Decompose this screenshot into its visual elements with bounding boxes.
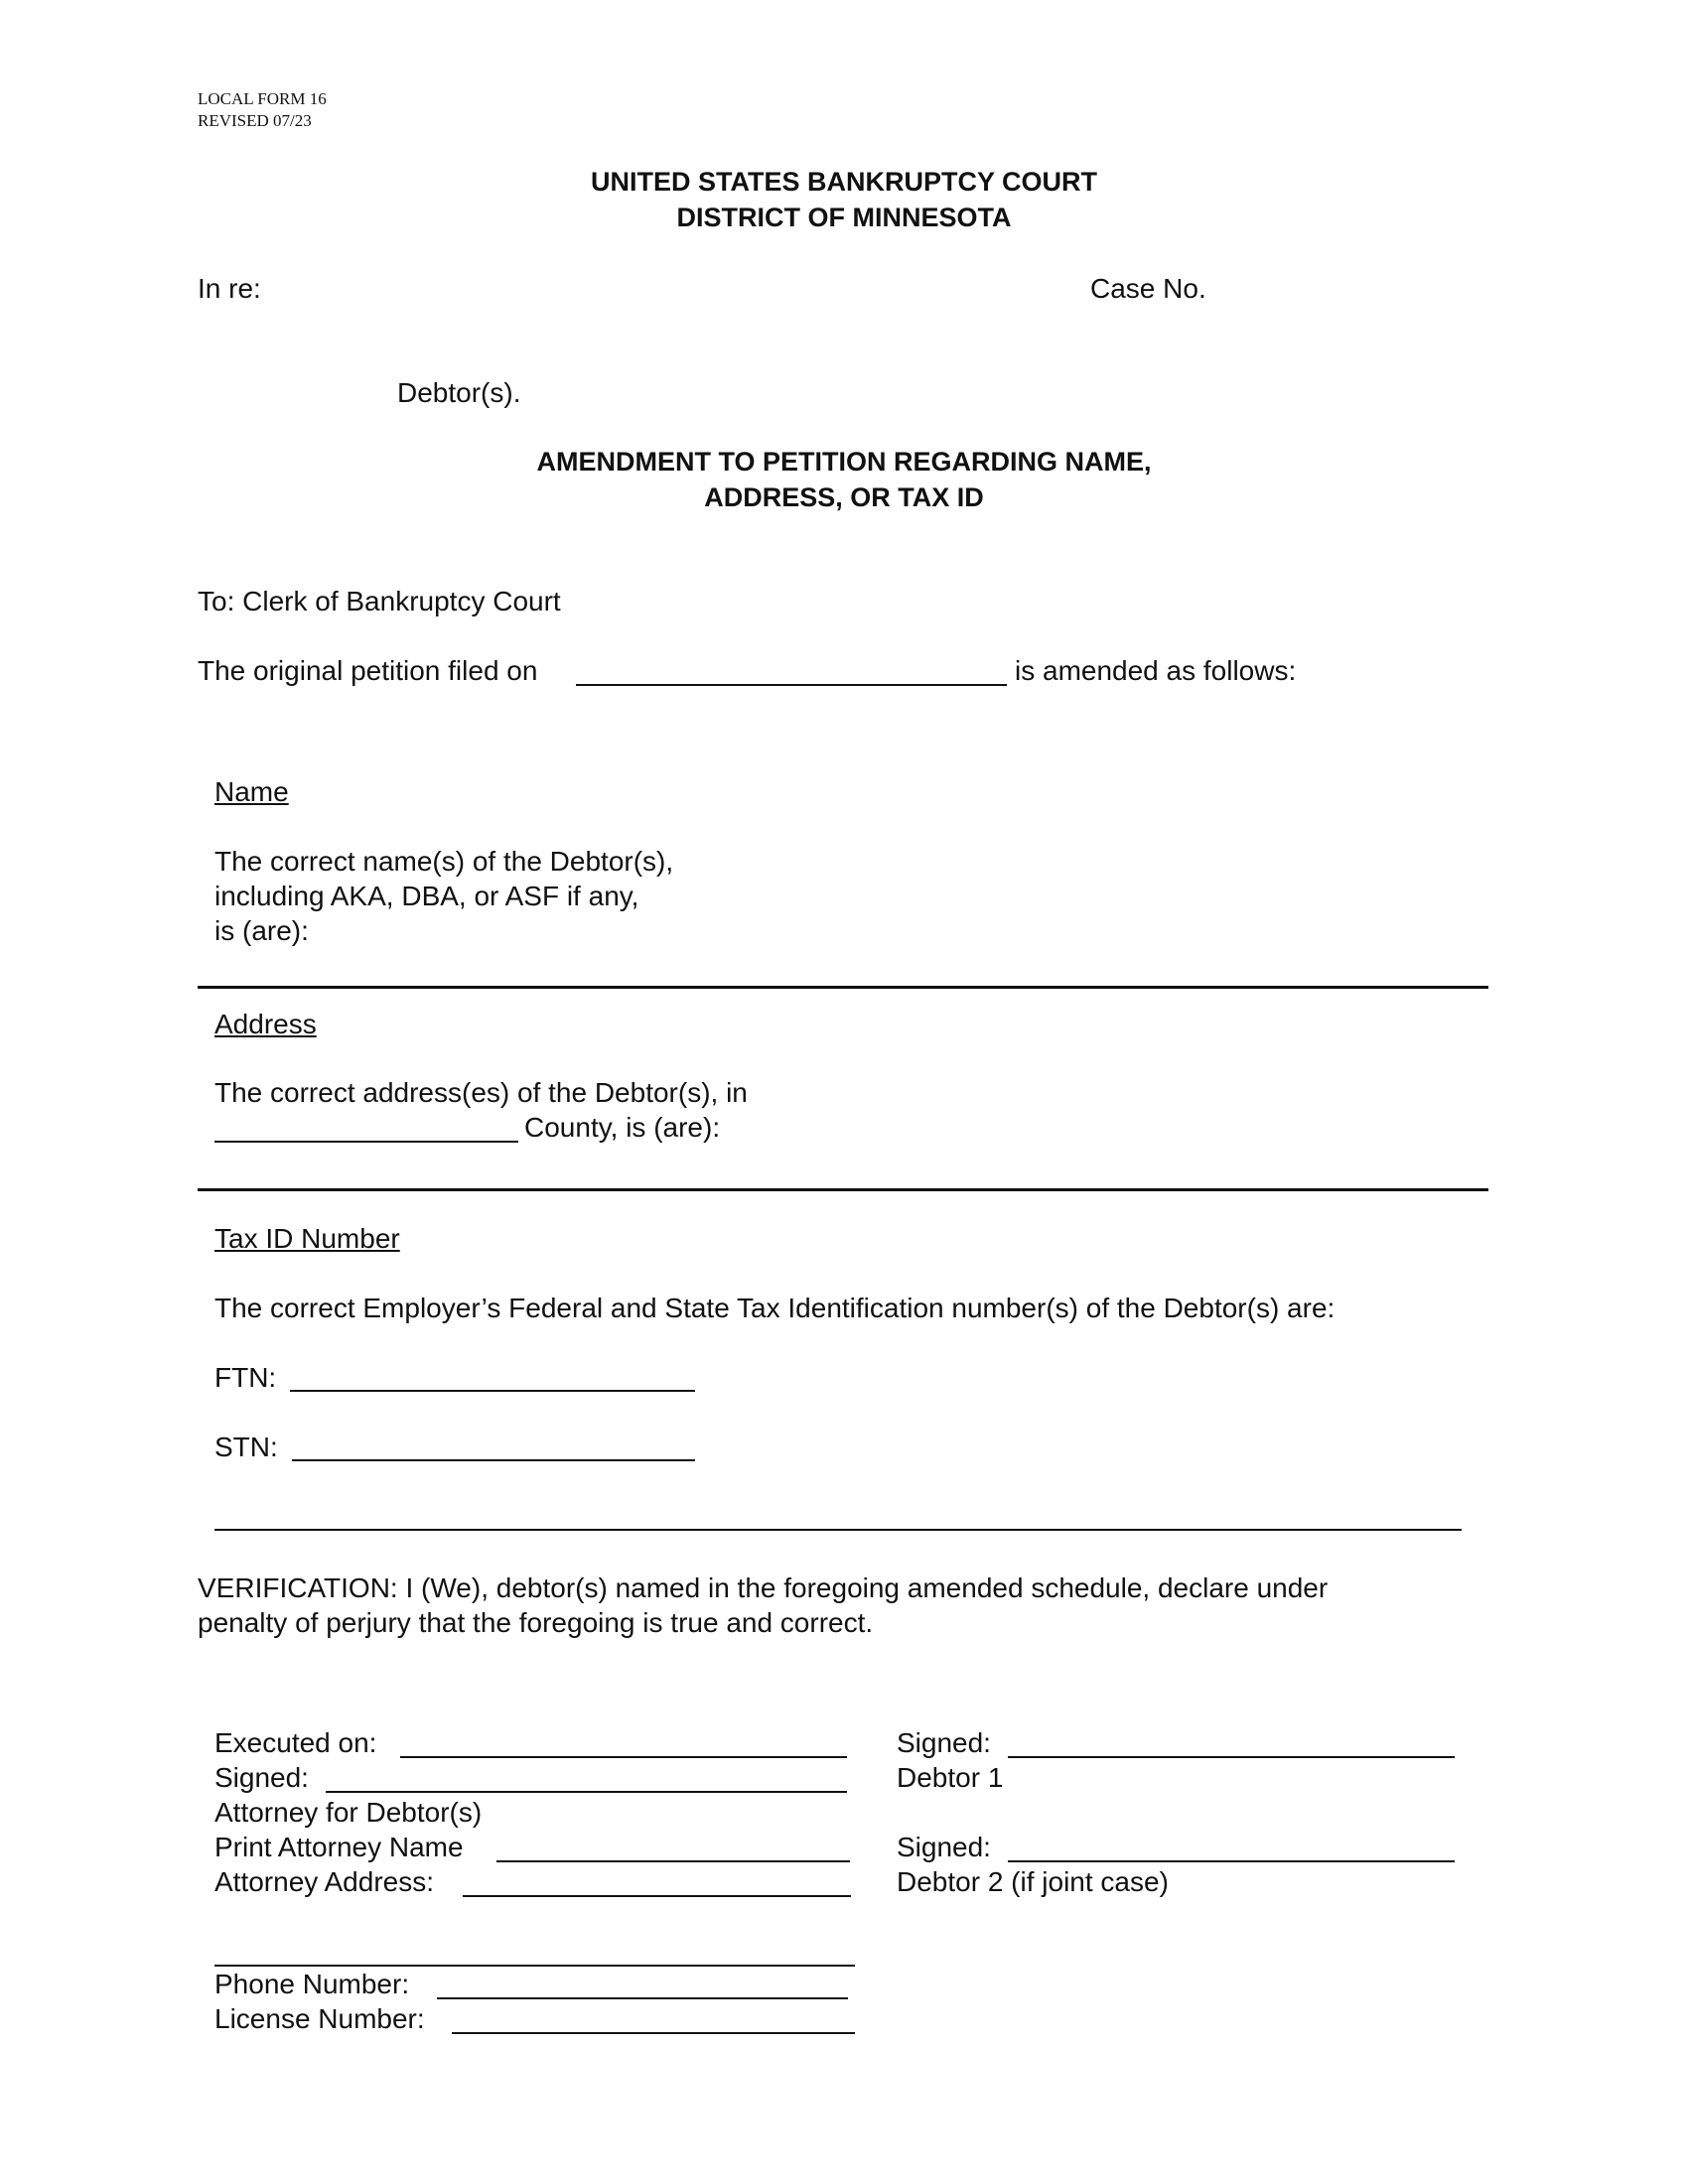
section-divider-name <box>198 986 1488 989</box>
section-divider-tax <box>214 1529 1462 1531</box>
document-title-line2: ADDRESS, OR TAX ID <box>704 482 984 512</box>
name-instruction-line2: including AKA, DBA, or ASF if any, <box>214 881 639 911</box>
debtor2-signed-label: Signed: <box>897 1832 991 1862</box>
attorney-address-field[interactable] <box>463 1895 851 1897</box>
county-suffix: County, is (are): <box>524 1112 721 1143</box>
attorney-signature-field[interactable] <box>326 1791 847 1793</box>
section-divider-address <box>198 1188 1488 1191</box>
debtor2-signature-field[interactable] <box>1008 1860 1455 1862</box>
executed-on-field[interactable] <box>400 1756 847 1758</box>
revision-date: REVISED 07/23 <box>198 111 312 130</box>
debtor1-signature-field[interactable] <box>1008 1756 1455 1758</box>
name-heading: Name <box>214 776 289 807</box>
print-attorney-name-field[interactable] <box>496 1860 850 1862</box>
verification-line2: penalty of perjury that the foregoing is true and correct. <box>198 1607 874 1638</box>
debtor1-signed-label: Signed: <box>897 1727 991 1758</box>
tax-id-heading: Tax ID Number <box>214 1223 400 1254</box>
stn-field[interactable] <box>292 1459 695 1461</box>
verification-line1: VERIFICATION: I (We), debtor(s) named in the foregoing amended schedule, declare under <box>198 1572 1329 1603</box>
license-number-label: License Number: <box>214 2003 425 2034</box>
ftn-field[interactable] <box>290 1390 695 1392</box>
form-number: LOCAL FORM 16 <box>198 89 327 108</box>
case-number-label: Case No. <box>1090 273 1206 304</box>
print-attorney-name-label: Print Attorney Name <box>214 1832 464 1862</box>
stn-label: STN: <box>214 1432 278 1462</box>
tax-id-statement: The correct Employer’s Federal and State Tax Identification number(s) of the Debtor(s) are: <box>214 1293 1336 1323</box>
petition-date-field[interactable] <box>576 684 1007 686</box>
attorney-address-label: Attorney Address: <box>214 1866 435 1897</box>
attorney-address-line2-field[interactable] <box>214 1965 855 1967</box>
name-instruction-line3: is (are): <box>214 915 309 946</box>
petition-date-prefix: The original petition filed on <box>198 655 538 686</box>
address-instruction-line1: The correct address(es) of the Debtor(s), in <box>214 1077 748 1108</box>
ftn-label: FTN: <box>214 1362 277 1393</box>
petition-date-suffix: is amended as follows: <box>1015 655 1297 686</box>
name-instruction-line1: The correct name(s) of the Debtor(s), <box>214 846 674 877</box>
debtor2-label: Debtor 2 (if joint case) <box>897 1866 1169 1897</box>
phone-number-label: Phone Number: <box>214 1969 410 1999</box>
debtor1-label: Debtor 1 <box>897 1762 1004 1793</box>
document-title-line1: AMENDMENT TO PETITION REGARDING NAME, <box>536 447 1152 477</box>
in-re-label: In re: <box>198 273 261 304</box>
executed-on-label: Executed on: <box>214 1727 377 1758</box>
to-clerk-line: To: Clerk of Bankruptcy Court <box>198 586 561 616</box>
court-district: DISTRICT OF MINNESOTA <box>676 203 1012 232</box>
court-name: UNITED STATES BANKRUPTCY COURT <box>590 167 1097 197</box>
attorney-for-debtors-label: Attorney for Debtor(s) <box>214 1797 483 1828</box>
phone-number-field[interactable] <box>437 1997 848 1999</box>
address-heading: Address <box>214 1009 317 1039</box>
debtors-label: Debtor(s). <box>397 377 521 408</box>
county-field[interactable] <box>214 1141 518 1143</box>
license-number-field[interactable] <box>452 2032 855 2034</box>
attorney-signed-label: Signed: <box>214 1762 309 1793</box>
